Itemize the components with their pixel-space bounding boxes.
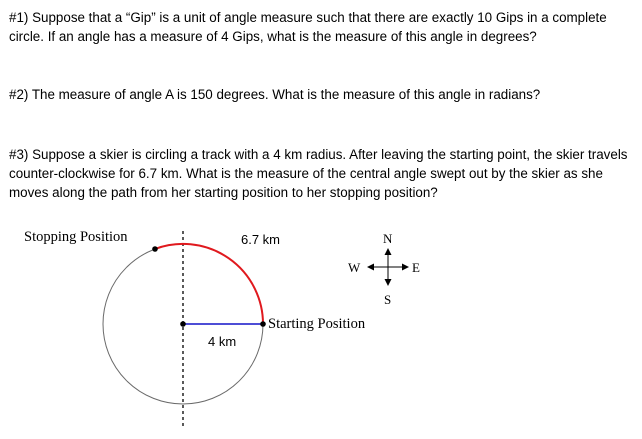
problem-1-number: #1) xyxy=(9,10,29,25)
problem-2-number: #2) xyxy=(9,87,29,102)
starting-point xyxy=(260,321,266,327)
problem-1-text: Suppose that a “Gip” is a unit of angle measure such that there are exactly 10 Gips in a complete circle. If an angle has a measure of 4 Gips, what is the measure of this angle in degrees? xyxy=(9,10,607,44)
arc-length-label: 6.7 km xyxy=(241,232,281,247)
stopping-point xyxy=(152,246,158,252)
compass-north-arrowhead xyxy=(385,248,392,255)
problem-3-text: Suppose a skier is circling a track with a 4 km radius. After leaving the starting point, the skier travels counter-clockwise for 6.7 km. What is the measure of the central angle swept out by the skier as she moves along the path from her starting position to her stopping position? xyxy=(9,147,628,200)
compass-east-label: E xyxy=(412,260,420,275)
travelled-arc xyxy=(155,244,263,324)
radius-label: 4 km xyxy=(208,334,237,349)
compass-north-label: N xyxy=(383,231,393,246)
center-point xyxy=(180,321,186,327)
problem-3-number: #3) xyxy=(9,147,29,162)
compass-east-arrowhead xyxy=(402,264,409,271)
starting-position-label: Starting Position xyxy=(268,316,366,332)
problem-2-text: The measure of angle A is 150 degrees. What is the measure of this angle in radians? xyxy=(31,87,541,102)
compass-west-label: W xyxy=(348,260,361,275)
compass-west-arrowhead xyxy=(367,264,374,271)
stopping-position-label: Stopping Position xyxy=(24,229,128,245)
compass-rose xyxy=(348,231,420,307)
compass-south-arrowhead xyxy=(385,279,392,286)
compass-south-label: S xyxy=(384,292,392,307)
